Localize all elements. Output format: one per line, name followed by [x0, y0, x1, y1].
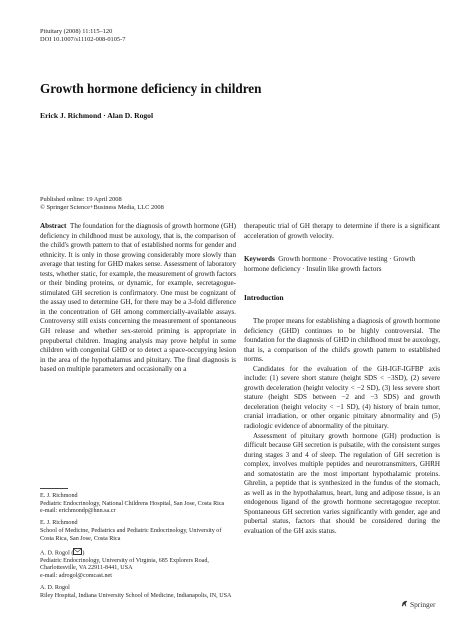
intro-paragraph: Candidates for the evaluation of the GH-IGF-IGFBP axis include: (1) severe short stature (height SDS < −3SD), (2) severe growth deceleration (height velocity < −2 SD), (3) less severe short stature (height SDS between −2 and −3 SDS) and growth deceleration (height velocity < −1 SD), (4) history of brain tumor, cranial irradiation, or other organic pituitary abnormality and (5) radiologic evidence of abnormality of the pituitary.: [244, 364, 440, 431]
affiliation-name: A. D. Rogol: [40, 585, 70, 592]
publisher-logo: [400, 599, 435, 609]
doi-line: DOI 10.1007/s11102-008-0105-7: [40, 36, 126, 43]
article-title: Growth hormone deficiency in children: [40, 81, 262, 96]
affiliation-entry: [40, 585, 236, 600]
affiliation-email: e-mail: adrogol@comcast.net: [40, 573, 112, 580]
intro-paragraph: Assessment of pituitary growth hormone (GH) production is difficult because GH secretion is pulsatile, with the consistent surges during stages 3 and 4 of sleep. The regulation of GH secretion is complex, involves multiple peptides and neurotransmitters, GHRH and somatostatin are the most important hypothalamic proteins. Ghrelin, a peptide that is synthesized in the fundus of the stomach, as well as in the hypothalamus, heart, lung and adipose tissue, is an endogenous ligand of the growth hormone secretagogue receptor. Spontaneous GH secretion varies significantly with gender, age and pubertal status, factors that should be considered during the evaluation of the GH axis status.: [244, 431, 440, 536]
springer-horse-icon: [400, 599, 409, 608]
affiliation-name: E. J. Richmond: [40, 520, 78, 527]
affiliation-entry: A. D. Rogol ( ) Pediatric Endocrinology, University of Virginia, 685 Explorers Road, Charlottesville, VA 22911-8441, USA e-mail: adrogol@comcast.net: [40, 548, 236, 581]
keywords-text: Growth hormone · Provocative testing · Growth hormone deficiency · Insulin like growth factors: [244, 255, 416, 273]
affiliation-line: Riley Hospital, Indiana University School of Medicine, Indianapolis, IN, USA: [40, 592, 232, 599]
keywords-block: [244, 255, 440, 274]
abstract-text: The foundation for the diagnosis of growth hormone (GH) deficiency in childhood must be auxology, that is, the comparison of the child's growth pattern to that of established norms for gender and ethnicity. It is only in those growing considerably more slowly than average that testing for GHD makes sense. Assessment of laboratory tests, whether static, for example, the measurement of growth factors or their binding proteins, or dynamic, for example, secretagogue-stimulated GH secretion is confirmatory. One must be cognizant of the assay used to determine GH, for there may be a 3-fold difference in the concentration of GH among commercially-available assays. Controversy still exists concerning the measurement of spontaneous GH release and whether sex-steroid priming is appropriate in prepubertal children. Imaging analysis may prove helpful in some children with congenital GHD or to detect a space-occupying lesion in the area of the hypothalamus and pituitary. The final diagnosis is based on multiple parameters and occasionally on a: [40, 222, 236, 374]
intro-paragraph: The proper means for establishing a diagnosis of growth hormone deficiency (GHD) continues to be highly controversial. The foundation for the diagnosis of GHD in childhood must be auxology, that is, a comparison of the child's growth pattern to established norms.: [244, 317, 440, 364]
abstract-continuation: therapeutic trial of GH therapy to determine if there is a significant acceleration of growth velocity.: [244, 222, 440, 240]
copyright-line: © Springer Science+Business Media, LLC 2008: [40, 204, 164, 212]
affiliation-line: Pediatric Endocrinology, National Childrens Hospital, San Jose, Costa Rica: [40, 500, 225, 507]
publication-info: [40, 196, 164, 212]
publisher-name: Springer: [410, 600, 436, 609]
affiliation-entry: [40, 520, 236, 543]
journal-citation: Pituitary (2008) 11:115–120: [40, 28, 113, 35]
affiliation-name: E. J. Richmond: [40, 493, 78, 499]
footnote-divider: [40, 488, 68, 489]
keywords-label: Keywords: [244, 255, 275, 263]
published-date: Published online: 19 April 2008: [40, 196, 122, 203]
abstract-label: Abstract: [40, 222, 67, 230]
introduction-heading: Introduction: [244, 293, 284, 302]
abstract-block: [40, 222, 236, 375]
affiliation-entry: [40, 493, 236, 516]
author-list: Erick J. Richmond · Alan D. Rogol: [40, 111, 154, 120]
affiliation-email: e-mail: erichmondp@hnn.sa.cr: [40, 508, 116, 515]
affiliation-name: A. D. Rogol: [40, 550, 70, 557]
journal-header: [40, 28, 125, 44]
affiliation-line: Pediatric Endocrinology, University of Virginia, 685 Explorers Road, Charlottesville, VA 22911-8441, USA: [40, 557, 209, 572]
affiliations-footnote: [40, 493, 236, 605]
envelope-icon: [73, 548, 82, 555]
introduction-body: [244, 317, 440, 537]
affiliation-line: School of Medicine, Pediatrics and Pediatric Endocrinology, University of Costa Rica, San Jose, Costa Rica: [40, 527, 222, 542]
